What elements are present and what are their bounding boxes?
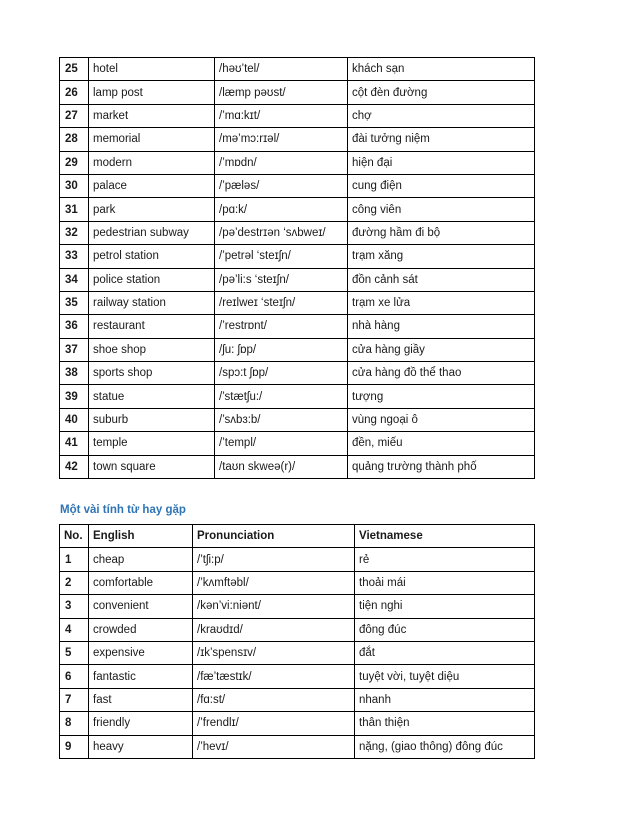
cell-vietnamese: vùng ngoại ô [348, 408, 535, 431]
cell-vietnamese: cửa hàng giầy [348, 338, 535, 361]
cell-number: 38 [60, 362, 89, 385]
cell-pronunciation: /’pæləs/ [215, 174, 348, 197]
cell-vietnamese: cột đèn đường [348, 81, 535, 104]
table-row [60, 618, 535, 641]
cell-number: 7 [60, 688, 89, 711]
cell-english: temple [89, 432, 215, 455]
cell-english: cheap [89, 548, 193, 571]
cell-pronunciation: /pə’destrɪən ‘sʌbweɪ/ [215, 221, 348, 244]
cell-pronunciation: /kraʊdɪd/ [193, 618, 355, 641]
cell-pronunciation: /’templ/ [215, 432, 348, 455]
table-row [60, 641, 535, 664]
cell-number: 28 [60, 128, 89, 151]
table-row [60, 315, 535, 338]
table-body [60, 525, 535, 759]
cell-vietnamese: tiện nghi [355, 595, 535, 618]
cell-vietnamese: cửa hàng đồ thể thao [348, 362, 535, 385]
table-row [60, 268, 535, 291]
cell-english: police station [89, 268, 215, 291]
cell-number: 25 [60, 58, 89, 81]
cell-number: 35 [60, 291, 89, 314]
table-row [60, 291, 535, 314]
cell-pronunciation: /’stætʃu:/ [215, 385, 348, 408]
header-vietnamese: Vietnamese [355, 525, 535, 548]
cell-english: friendly [89, 712, 193, 735]
cell-vietnamese: quảng trường thành phố [348, 455, 535, 478]
cell-number: 8 [60, 712, 89, 735]
cell-number: 39 [60, 385, 89, 408]
cell-pronunciation: /ʃu: ʃɒp/ [215, 338, 348, 361]
table-row [60, 688, 535, 711]
cell-number: 37 [60, 338, 89, 361]
cell-vietnamese: khách sạn [348, 58, 535, 81]
cell-pronunciation: /mə’mɔ:rɪəl/ [215, 128, 348, 151]
table-row [60, 385, 535, 408]
cell-english: petrol station [89, 245, 215, 268]
cell-vietnamese: trạm xăng [348, 245, 535, 268]
cell-number: 29 [60, 151, 89, 174]
cell-vietnamese: hiện đại [348, 151, 535, 174]
cell-vietnamese: đắt [355, 641, 535, 664]
cell-vietnamese: đền, miếu [348, 432, 535, 455]
cell-number: 36 [60, 315, 89, 338]
table-row [60, 548, 535, 571]
cell-number: 34 [60, 268, 89, 291]
table-row [60, 81, 535, 104]
cell-number: 1 [60, 548, 89, 571]
cell-vietnamese: tượng [348, 385, 535, 408]
cell-pronunciation: /’kʌmftəbl/ [193, 571, 355, 594]
table-row [60, 665, 535, 688]
cell-pronunciation: /kən’vi:niənt/ [193, 595, 355, 618]
cell-pronunciation: /’hevɪ/ [193, 735, 355, 758]
vocabulary-table-places [59, 57, 535, 479]
cell-number: 41 [60, 432, 89, 455]
table-row [60, 58, 535, 81]
cell-english: crowded [89, 618, 193, 641]
cell-vietnamese: trạm xe lửa [348, 291, 535, 314]
cell-english: pedestrian subway [89, 221, 215, 244]
cell-vietnamese: đông đúc [355, 618, 535, 641]
section-heading: Một vài tính từ hay gặp [60, 504, 186, 516]
table-body [60, 58, 535, 479]
table-row [60, 455, 535, 478]
table-row [60, 151, 535, 174]
cell-number: 40 [60, 408, 89, 431]
cell-english: modern [89, 151, 215, 174]
cell-vietnamese: đường hầm đi bộ [348, 221, 535, 244]
table-row [60, 338, 535, 361]
cell-vietnamese: công viên [348, 198, 535, 221]
table-row [60, 735, 535, 758]
cell-number: 26 [60, 81, 89, 104]
cell-vietnamese: thân thiện [355, 712, 535, 735]
cell-vietnamese: nhà hàng [348, 315, 535, 338]
cell-english: statue [89, 385, 215, 408]
cell-english: expensive [89, 641, 193, 664]
cell-english: heavy [89, 735, 193, 758]
cell-number: 2 [60, 571, 89, 594]
cell-english: suburb [89, 408, 215, 431]
vocabulary-table-adjectives [59, 524, 535, 759]
cell-number: 3 [60, 595, 89, 618]
cell-vietnamese: nhanh [355, 688, 535, 711]
table-row [60, 712, 535, 735]
cell-pronunciation: /həʊ’tel/ [215, 58, 348, 81]
cell-vietnamese: cung điện [348, 174, 535, 197]
cell-pronunciation: /’petrəl ‘steɪʃn/ [215, 245, 348, 268]
cell-pronunciation: /taʊn skweə(r)/ [215, 455, 348, 478]
cell-vietnamese: thoải mái [355, 571, 535, 594]
cell-pronunciation: /reɪlweɪ ‘steɪʃn/ [215, 291, 348, 314]
cell-pronunciation: /’restrɒnt/ [215, 315, 348, 338]
header-pronunciation: Pronunciation [193, 525, 355, 548]
table-row [60, 128, 535, 151]
table-row [60, 432, 535, 455]
table-row [60, 198, 535, 221]
cell-number: 42 [60, 455, 89, 478]
cell-english: restaurant [89, 315, 215, 338]
cell-pronunciation: /spɔ:t ʃɒp/ [215, 362, 348, 385]
table-row [60, 104, 535, 127]
cell-english: railway station [89, 291, 215, 314]
cell-number: 5 [60, 641, 89, 664]
cell-pronunciation: /fæ’tæstɪk/ [193, 665, 355, 688]
cell-pronunciation: /’mɑ:kɪt/ [215, 104, 348, 127]
cell-vietnamese: đồn cảnh sát [348, 268, 535, 291]
cell-english: comfortable [89, 571, 193, 594]
cell-number: 6 [60, 665, 89, 688]
table-row [60, 595, 535, 618]
cell-vietnamese: tuyệt vời, tuyệt diệu [355, 665, 535, 688]
cell-english: palace [89, 174, 215, 197]
cell-english: shoe shop [89, 338, 215, 361]
cell-pronunciation: /’tʃi:p/ [193, 548, 355, 571]
cell-english: hotel [89, 58, 215, 81]
table-row [60, 408, 535, 431]
table-row [60, 571, 535, 594]
cell-vietnamese: đài tưởng niệm [348, 128, 535, 151]
cell-number: 31 [60, 198, 89, 221]
cell-english: fast [89, 688, 193, 711]
cell-english: lamp post [89, 81, 215, 104]
header-no: No. [60, 525, 89, 548]
cell-pronunciation: /’sʌbɜ:b/ [215, 408, 348, 431]
cell-vietnamese: rẻ [355, 548, 535, 571]
table-row [60, 362, 535, 385]
table-row [60, 221, 535, 244]
cell-number: 4 [60, 618, 89, 641]
table-row [60, 245, 535, 268]
cell-english: sports shop [89, 362, 215, 385]
table-header-row [60, 525, 535, 548]
cell-number: 32 [60, 221, 89, 244]
cell-pronunciation: /læmp pəʊst/ [215, 81, 348, 104]
cell-number: 30 [60, 174, 89, 197]
header-english: English [89, 525, 193, 548]
cell-pronunciation: /pə’li:s ‘steɪʃn/ [215, 268, 348, 291]
cell-vietnamese: nặng, (giao thông) đông đúc [355, 735, 535, 758]
cell-vietnamese: chợ [348, 104, 535, 127]
cell-pronunciation: /ɪk’spensɪv/ [193, 641, 355, 664]
cell-number: 9 [60, 735, 89, 758]
cell-pronunciation: /’frendlɪ/ [193, 712, 355, 735]
cell-number: 33 [60, 245, 89, 268]
cell-english: memorial [89, 128, 215, 151]
cell-number: 27 [60, 104, 89, 127]
cell-english: fantastic [89, 665, 193, 688]
cell-pronunciation: /pɑ:k/ [215, 198, 348, 221]
cell-english: convenient [89, 595, 193, 618]
cell-english: park [89, 198, 215, 221]
table-row [60, 174, 535, 197]
cell-pronunciation: /’mɒdn/ [215, 151, 348, 174]
cell-english: market [89, 104, 215, 127]
cell-english: town square [89, 455, 215, 478]
cell-pronunciation: /fɑ:st/ [193, 688, 355, 711]
